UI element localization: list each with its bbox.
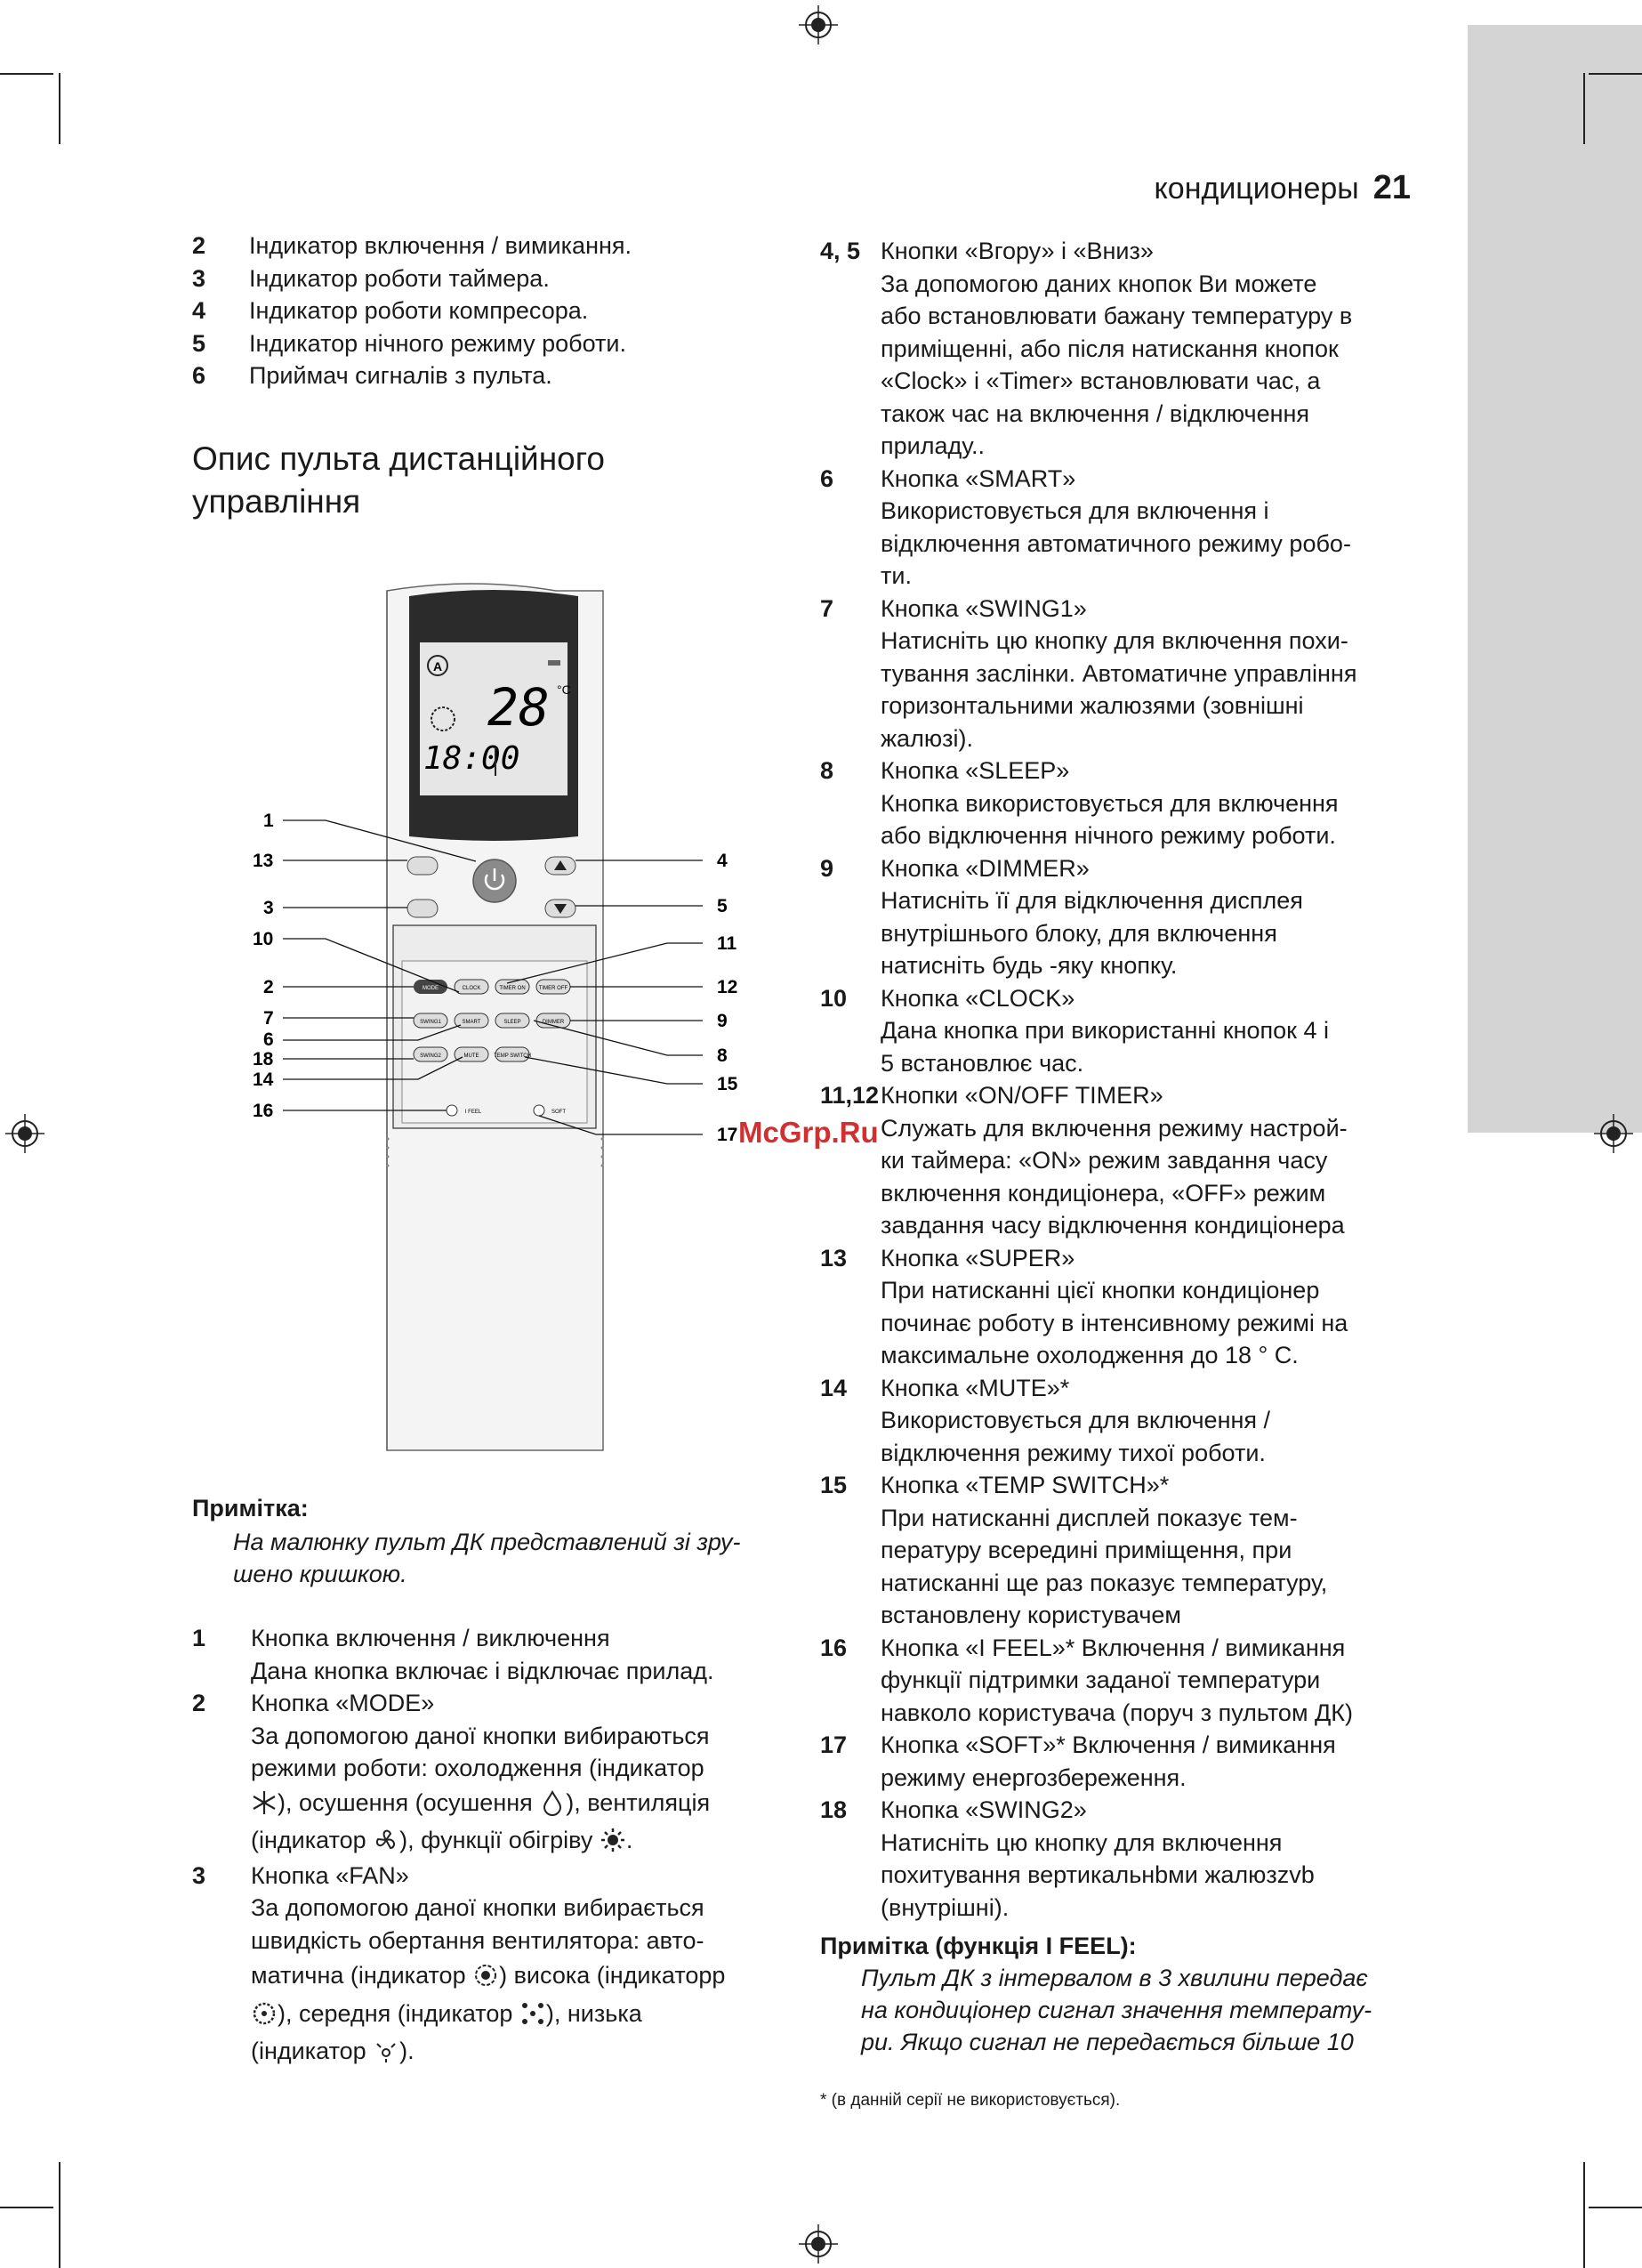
button-label: TIMER ON <box>499 986 526 991</box>
list-item <box>820 593 1443 755</box>
item-line: максимальне охолодження до 18 ° С. <box>881 1342 1299 1368</box>
registration-mark-icon <box>799 2224 838 2264</box>
trim-mark <box>1583 73 1585 144</box>
item-line: режиму енергозбереження. <box>881 1764 1187 1791</box>
registration-mark-icon <box>5 1114 44 1153</box>
fan-high-icon <box>251 2000 278 2027</box>
item-line: відключення режиму тихої роботи. <box>881 1439 1266 1466</box>
list-item: 6 Приймач сигналів з пульта. <box>192 362 552 389</box>
list-item: 2 Індикатор включення / вимикання. <box>192 232 632 259</box>
button-label: SOFT <box>551 1110 566 1115</box>
item-line: Кнопка використовується для включення <box>881 789 1339 817</box>
snowflake-icon <box>251 1789 278 1816</box>
remote-control-diagram <box>240 578 747 1468</box>
page-header <box>1155 169 1411 207</box>
list-item <box>820 1242 1443 1372</box>
button-label: SLEEP <box>503 1020 521 1025</box>
list-item <box>820 982 1443 1080</box>
list-item <box>820 463 1443 593</box>
callout-label: 4 <box>717 851 728 871</box>
item-number: 10 <box>820 984 848 1012</box>
callout-label: 6 <box>263 1029 274 1050</box>
button-label: TEMP SWITCH <box>494 1053 531 1059</box>
footnote: * (в данній серії не використовується). <box>820 2091 1121 2110</box>
item-line: похитування вертикальнbми жалюзzvb <box>881 1861 1315 1888</box>
button-label: SWING2 <box>420 1053 441 1059</box>
button-label: MUTE <box>463 1053 479 1059</box>
item-line: Кнопка «SWING1» <box>881 594 1087 622</box>
list-item: 5 Індикатор нічного режиму роботи. <box>192 329 626 357</box>
mode-symbol: A <box>432 659 443 674</box>
trim-mark <box>0 73 53 75</box>
list-item <box>820 235 1443 463</box>
item-line: тування заслінки. Автоматичне управління <box>881 659 1357 687</box>
list-item: 2 Кнопка «MODE» За допомогою даної кнопки вибираються режими роботи: охолодження (індикатор ), осушення (осушення ), вентиляція (індикатор ), функції обігріву . <box>192 1690 711 1853</box>
item-line: Натисніть її для відключення дисплея <box>881 887 1303 914</box>
fan-low-icon <box>373 2038 399 2064</box>
item-line: внутрішнього блоку, для включення <box>881 919 1277 947</box>
item-line: або встановлювати бажану температуру в <box>881 303 1353 329</box>
trim-mark <box>1583 2162 1585 2268</box>
callout-label: 15 <box>717 1074 738 1094</box>
ifeel-note: Примітка (функція I FEEL): Пульт ДК з інтервалом в 3 хвилини передає на кондиціонер сигнал значення температу- ри. Якщо сигнал не передається більше 10 <box>820 1933 1372 2055</box>
item-number: 4, 5 <box>820 238 861 264</box>
item-line: горизонтальними жалюзями (зовнішні <box>881 692 1304 719</box>
trim-mark <box>0 2207 53 2208</box>
registration-mark-icon <box>1594 1114 1633 1153</box>
item-line: Використовується для включення / <box>881 1407 1271 1433</box>
sun-icon <box>600 1827 626 1853</box>
item-line: також час на включення / відключення <box>881 400 1310 427</box>
button-label: MODE <box>423 986 439 991</box>
list-item: 3 Індикатор роботи таймера. <box>192 264 550 292</box>
item-line: Кнопка «SWING2» <box>881 1796 1087 1823</box>
button-label: I FEEL <box>464 1110 482 1115</box>
item-line: Кнопка «SLEEP» <box>881 757 1070 784</box>
item-line: Кнопка «TEMP SWITCH»* <box>881 1472 1170 1498</box>
item-line: Кнопка «CLOCK» <box>881 984 1075 1012</box>
item-line: завдання часу відключення кондиціонера <box>881 1212 1345 1239</box>
item-line: Кнопка «MUTE»* <box>881 1374 1070 1401</box>
item-line: функції підтримки заданої температури <box>881 1667 1321 1693</box>
fan-auto-icon <box>472 1962 499 1989</box>
item-line: приміщенні, або після натискання кнопок <box>881 335 1339 362</box>
item-line: (внутрішні). <box>881 1893 1010 1921</box>
item-line: Кнопки «Вгору» і «Вниз» <box>881 238 1154 264</box>
item-line: Кнопка «SOFT»* Включення / вимикання <box>881 1731 1336 1758</box>
page-number: 21 <box>1372 169 1411 206</box>
callout-label: 10 <box>253 929 274 949</box>
item-line: Кнопка «DIMMER» <box>881 854 1090 882</box>
item-line: пературу всередині приміщення, при <box>881 1537 1292 1563</box>
item-line: Використовується для включення і <box>881 497 1269 524</box>
item-number: 13 <box>820 1244 848 1271</box>
gray-side-tab <box>1468 25 1642 1133</box>
button-label: DIMMER <box>542 1020 565 1025</box>
item-line: відключення автоматичного режиму робо- <box>881 529 1351 557</box>
remote-note: Примітка: На малюнку пульт ДК представлений зі зру- шено кришкою. <box>192 1495 741 1587</box>
callout-label: 12 <box>717 977 738 997</box>
item-line: приладу.. <box>881 432 986 459</box>
trim-mark <box>1589 73 1642 75</box>
item-line: ти. <box>881 562 912 589</box>
item-line: натисніть будь -яку кнопку. <box>881 952 1178 979</box>
callout-label: 13 <box>253 851 274 871</box>
list-item: 3 Кнопка «FAN» За допомогою даної кнопки вибирається швидкість обертання вентилятора: авто- матична (індикатор ) висока (індикаторр ), середня (індикатор ), низька (індикатор ). <box>192 1861 726 2064</box>
callout-label: 1 <box>263 811 274 831</box>
trim-mark <box>59 2162 60 2268</box>
item-line: Кнопка «SMART» <box>881 464 1076 492</box>
item-number: 15 <box>820 1472 848 1498</box>
item-line: Кнопка «SUPER» <box>881 1244 1075 1271</box>
fan-medium-icon <box>519 2000 546 2027</box>
callout-label: 8 <box>717 1045 728 1066</box>
button-description-list-right <box>820 235 1443 1924</box>
header-section: кондиционеры <box>1154 172 1359 206</box>
item-line: Кнопка «I FEEL»* Включення / вимикання <box>881 1634 1346 1661</box>
button-label: SMART <box>462 1020 481 1025</box>
section-title: Опис пульта дистанційного управління <box>192 440 605 520</box>
item-number: 18 <box>820 1796 848 1823</box>
trim-mark <box>59 73 60 144</box>
item-line: ки таймера: «ON» режим завдання часу <box>881 1147 1328 1174</box>
callout-label: 9 <box>717 1011 728 1031</box>
callout-label: 11 <box>717 933 737 954</box>
button-description-list-left <box>192 1622 806 2069</box>
item-line: починає роботу в інтенсивному режимі на <box>881 1309 1348 1336</box>
fan-icon <box>373 1827 399 1853</box>
item-line: Натисніть цю кнопку для включення <box>881 1828 1283 1856</box>
item-number: 17 <box>820 1731 848 1758</box>
callout-label: 14 <box>253 1069 274 1090</box>
item-line: Натисніть цю кнопку для включення похи- <box>881 627 1348 654</box>
list-item <box>820 1079 1443 1242</box>
list-item <box>820 1372 1443 1470</box>
display-time: 18:00 <box>423 740 520 777</box>
list-item <box>820 1469 1443 1632</box>
list-item <box>820 1794 1443 1924</box>
item-line: Кнопки «ON/OFF TIMER» <box>881 1082 1163 1109</box>
button-label: CLOCK <box>462 986 481 991</box>
item-line: включення кондиціонера, «OFF» режим <box>881 1179 1326 1207</box>
water-drop-icon <box>539 1789 566 1816</box>
display-temperature: 28 <box>487 677 550 738</box>
list-item <box>820 1632 1443 1730</box>
item-number: 9 <box>820 854 834 882</box>
display-unit: °C <box>557 682 571 697</box>
callout-label: 7 <box>263 1008 274 1029</box>
trim-mark <box>1589 2207 1642 2208</box>
button-label: SWING1 <box>420 1020 441 1025</box>
list-item <box>820 1729 1443 1794</box>
list-item <box>820 852 1443 982</box>
item-number: 16 <box>820 1634 848 1661</box>
item-line: При натисканні цієї кнопки кондиціонер <box>881 1277 1320 1303</box>
item-line: Служать для включення режиму настрой- <box>881 1114 1348 1142</box>
item-line: За допомогою даних кнопок Ви можете <box>881 270 1317 297</box>
item-line: Дана кнопка при використанні кнопок 4 і <box>881 1017 1329 1044</box>
item-number: 7 <box>820 594 834 622</box>
item-line: встановлену користувачем <box>881 1602 1181 1628</box>
list-item: 1 Кнопка включення / виключення Дана кнопка включає і відключає прилад. <box>192 1625 714 1684</box>
item-number: 14 <box>820 1374 848 1401</box>
item-line: При натисканні дисплей показує тем- <box>881 1504 1298 1531</box>
list-item <box>820 755 1443 852</box>
registration-mark-icon <box>799 5 838 44</box>
callout-label: 17 <box>717 1125 738 1145</box>
indicator-list <box>192 230 761 392</box>
callout-label: 3 <box>263 898 274 918</box>
watermark: McGrp.Ru <box>738 1116 879 1149</box>
list-item: 4 Індикатор роботи компресора. <box>192 297 589 324</box>
item-line: навколо користувача (поруч з пультом ДК) <box>881 1699 1354 1726</box>
callout-label: 16 <box>253 1101 274 1121</box>
item-line: «Clock» і «Timer» встановлювати час, а <box>881 367 1321 394</box>
callout-label: 18 <box>253 1049 274 1069</box>
item-line: 5 встановлює час. <box>881 1049 1084 1077</box>
button-label: TIMER OFF <box>538 986 568 991</box>
item-line: жалюзі). <box>881 724 973 752</box>
item-line: натисканні ще раз показує температуру, <box>881 1569 1328 1596</box>
callout-label: 2 <box>263 977 274 997</box>
item-number: 8 <box>820 757 834 784</box>
item-number: 11,12 <box>820 1082 880 1109</box>
item-number: 6 <box>820 464 834 492</box>
item-line: або відключення нічного режиму роботи. <box>881 822 1336 849</box>
callout-label: 5 <box>717 896 728 916</box>
